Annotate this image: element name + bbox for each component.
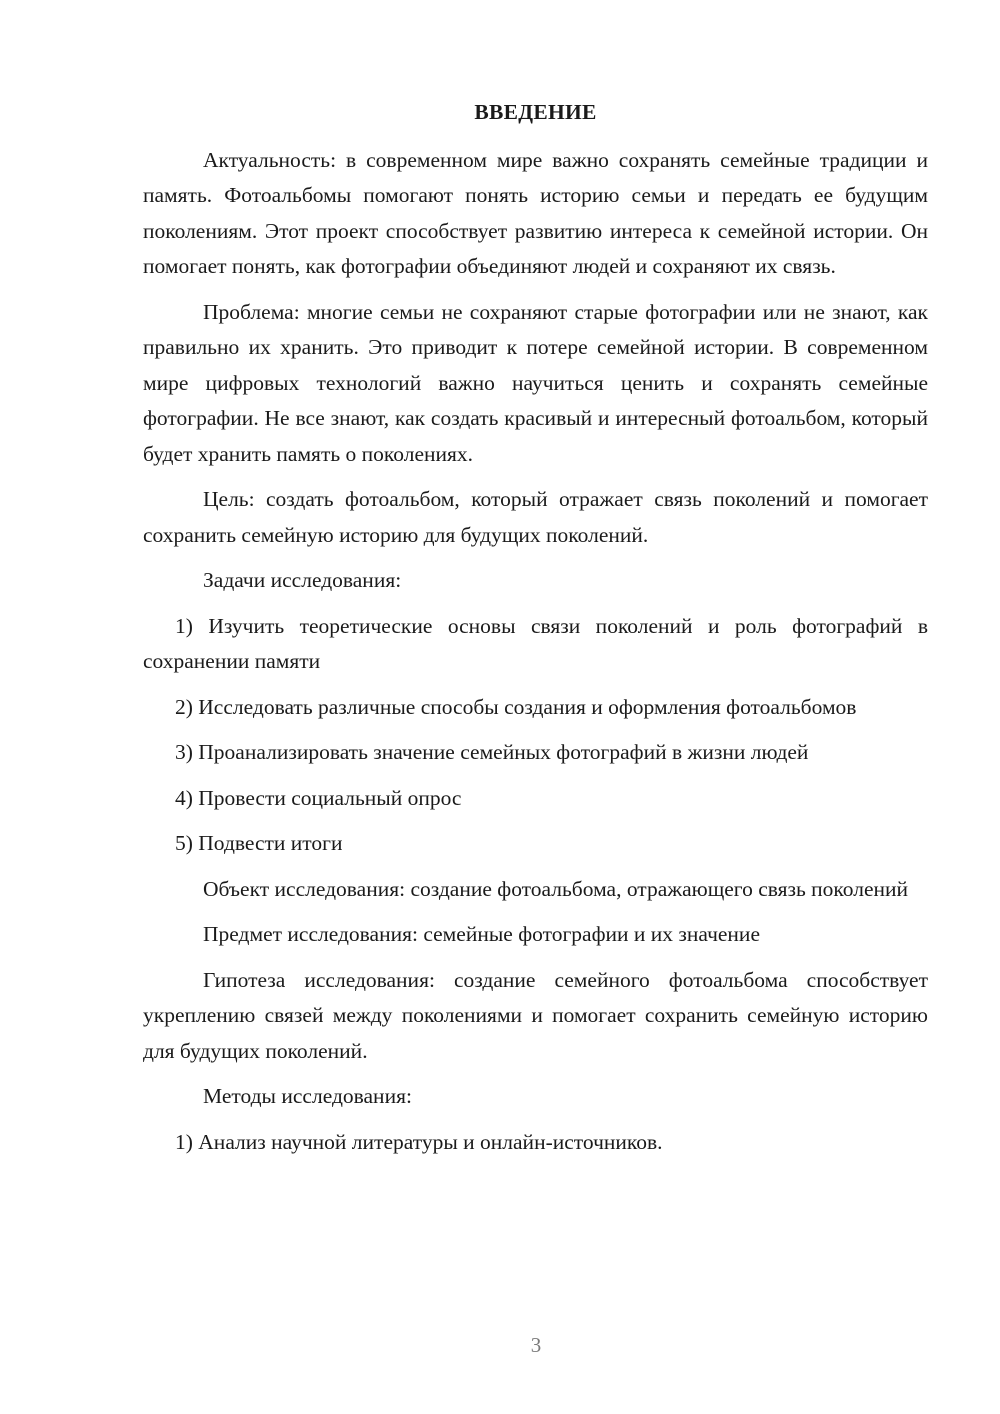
subject-paragraph: Предмет исследования: семейные фотографии и их значение [203, 922, 760, 946]
document-page [143, 95, 928, 1170]
task-item: 1) Изучить теоретические основы связи поколений и роль фотографий в сохранении памяти [143, 613, 928, 673]
object-paragraph: Объект исследования: создание фотоальбома, отражающего связь поколений [203, 876, 909, 901]
task-item: 2) Исследовать различные способы создания и оформления фотоальбомов [175, 694, 857, 719]
page-number: 3 [530, 1333, 542, 1357]
methods-heading: Методы исследования: [203, 1084, 412, 1108]
method-item: 1) Анализ научной литературы и онлайн-источников. [175, 1129, 663, 1154]
problem-paragraph: Проблема: многие семьи не сохраняют старые фотографии или не знают, как правильно их хранить. Это приводит к потере семейной истории. В современном мире цифровых технологий важно научиться ценить и сохранять семейные фотографии. Не все знают, как создать красивый и интересный фотоальбом, который будет хранить память о поколениях. [143, 299, 928, 466]
hypothesis-paragraph: Гипотеза исследования: создание семейного фотоальбома способствует укреплению связей между поколениями и помогает сохранить семейную историю для будущих поколений. [143, 967, 928, 1063]
task-item: 3) Проанализировать значение семейных фотографий в жизни людей [175, 740, 809, 764]
task-item: 4) Провести социальный опрос [175, 785, 462, 810]
tasks-heading: Задачи исследования: [203, 568, 402, 592]
relevance-paragraph: Актуальность: в современном мире важно сохранять семейные традиции и память. Фотоальбомы помогают понять историю семьи и передать ее будущим поколениям. Этот проект способствует развитию интереса к семейной истории. Он помогает понять, как фотографии объединяют людей и сохраняют их связь. [143, 147, 928, 278]
goal-paragraph: Цель: создать фотоальбом, который отражает связь поколений и помогает сохранить семейную историю для будущих поколений. [143, 487, 928, 547]
task-item: 5) Подвести итоги [175, 831, 343, 855]
page-title: ВВЕДЕНИЕ [474, 100, 597, 124]
